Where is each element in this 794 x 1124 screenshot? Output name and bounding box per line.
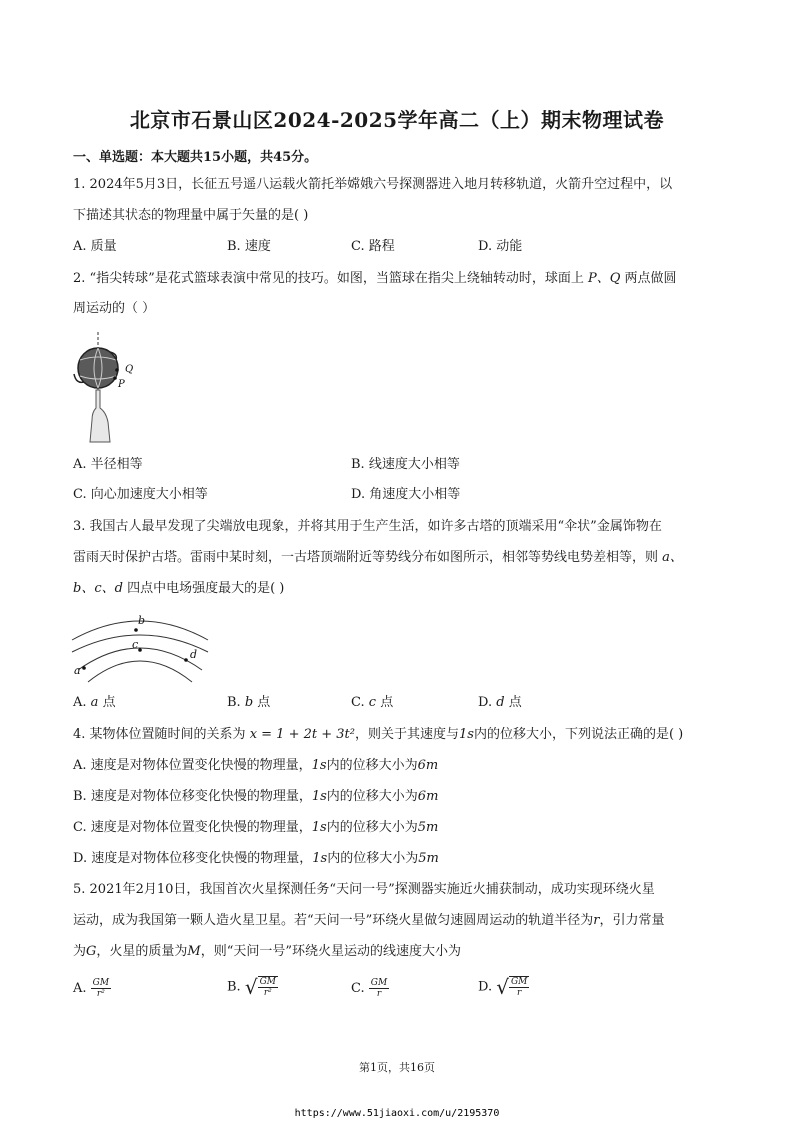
q3-fig-label-b: b: [138, 614, 146, 627]
q5-option-d: D. √ $\frac{GM}{r}$: [478, 975, 528, 999]
q3-stem-text: 雷雨天时保护古塔。雷雨中某时刻，一古塔顶端附近等势线分布如图所示，相邻等势线电势差相等，则: [73, 550, 659, 565]
q3-stem-line3: [73, 580, 733, 598]
q3-stem-tail: 四点中电场强度最大的是( ): [127, 581, 285, 596]
basketball-finger-figure: [70, 330, 152, 445]
page-title: 北京市石景山区2024-2025学年高二（上）期末物理试卷: [129, 108, 665, 132]
q2-stem-text: 2. “指尖转球”是花式篮球表演中常见的技巧。如图，当篮球在指尖上绕轴转动时，球面上: [73, 271, 584, 286]
q3-fig-label-c: c: [132, 638, 139, 651]
q1-option-c: C. 路程: [351, 239, 395, 254]
q3-stem-line2: [73, 549, 733, 567]
q4-option-c: C. 速度是对物体位置变化快慢的物理量，1s内的位移大小为5m: [73, 820, 439, 835]
q1-option-a: A. 质量: [73, 239, 117, 254]
q3-fig-label-a: a: [74, 664, 81, 677]
q2-option-b: B. 线速度大小相等: [351, 457, 460, 472]
q3-option-a: A. a 点: [73, 695, 116, 710]
q5-option-c: C. $\frac{GM}{r}$: [351, 978, 388, 999]
q5-option-b: B. √ $\frac{GM}{\text{r²}}$: [227, 975, 276, 999]
equipotential-lines-figure: [70, 610, 210, 685]
q4-stem: 4. 某物体位置随时间的关系为 x = 1 + 2t + 3t²，则关于其速度与1s内的位移大小，下列说法正确的是( ): [73, 727, 684, 742]
q3-option-c: C. c 点: [351, 695, 394, 710]
q5-stem-line1: 5. 2021年2月10日，我国首次火星探测任务“天问一号”探测器实施近火捕获制动，成功实现环绕火星: [73, 882, 655, 897]
q2-option-d: D. 角速度大小相等: [351, 487, 461, 502]
q4-option-b: B. 速度是对物体位移变化快慢的物理量，1s内的位移大小为6m: [73, 789, 439, 804]
q1-stem-line1: 1. 2024年5月3日，长征五号遥八运载火箭托举嫦娥六号探测器进入地月转移轨道，火箭升空过程中，以: [73, 177, 673, 192]
q2-fig-label-p: P: [118, 379, 125, 390]
q2-stem-tail: 两点做圆: [624, 271, 677, 286]
q4-equation: x = 1 + 2t + 3t²: [249, 727, 355, 742]
q3-option-d: D. d 点: [478, 695, 522, 710]
q2-fig-label-q: Q: [125, 364, 134, 375]
q5-option-a: A. $\frac{GM}{\text{r²}}$: [73, 978, 110, 999]
q2-stem-line1: [73, 270, 733, 288]
q2-stem-vars: P、Q: [587, 271, 621, 286]
q3-option-b: B. b 点: [227, 695, 271, 710]
q3-fig-label-d: d: [190, 648, 198, 661]
q4-option-a: A. 速度是对物体位置变化快慢的物理量，1s内的位移大小为6m: [73, 758, 439, 773]
q1-stem-line2: 下描述其状态的物理量中属于矢量的是( ): [73, 208, 309, 223]
page-footer: 第1页，共16页: [359, 1061, 435, 1074]
q5-stem-line3: 为G，火星的质量为M，则“天问一号”环绕火星运动的线速度大小为: [73, 944, 462, 959]
q3-stem-vars: b、c、d: [73, 581, 123, 596]
q3-stem-line1: 3. 我国古人最早发现了尖端放电现象，并将其用于生产生活，如许多古塔的顶端采用“伞状”金属饰物在: [73, 519, 662, 534]
q2-option-a: A. 半径相等: [73, 457, 143, 472]
q1-option-d: D. 动能: [478, 239, 523, 254]
q2-option-c: C. 向心加速度大小相等: [73, 487, 208, 502]
q5-stem-line2: 运动，成为我国第一颗人造火星卫星。若“天问一号”环绕火星做匀速圆周运动的轨道半径为r，引力常量: [73, 913, 665, 928]
q1-option-b: B. 速度: [227, 239, 271, 254]
section-heading: 一、单选题：本大题共15小题，共45分。: [73, 150, 318, 165]
q3-stem-var-a: a、: [662, 550, 683, 565]
q2-stem-line2: 周运动的（ ）: [73, 301, 156, 316]
q4-option-d: D. 速度是对物体位移变化快慢的物理量，1s内的位移大小为5m: [73, 851, 439, 866]
source-url-link[interactable]: https://www.51jiaoxi.com/u/2195370: [294, 1108, 500, 1119]
